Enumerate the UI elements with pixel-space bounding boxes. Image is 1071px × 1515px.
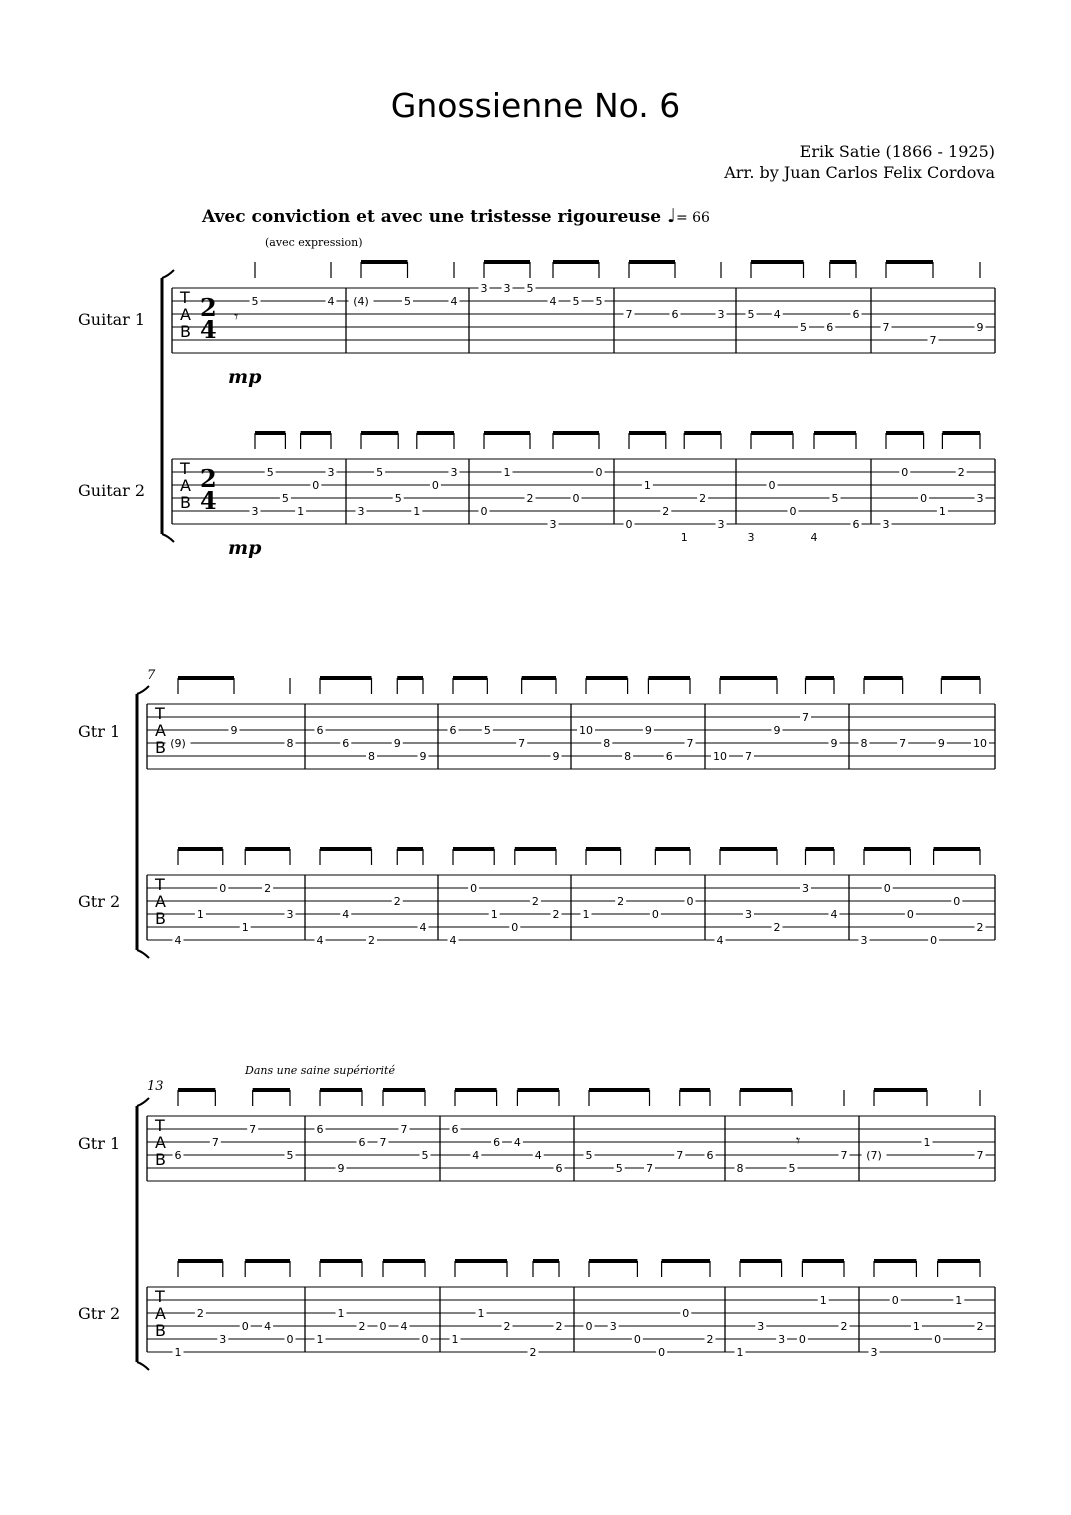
fret-number: 5 (266, 466, 274, 479)
fret-number: 3 (717, 518, 725, 531)
fret-number: 4 (327, 295, 335, 308)
fret-number: 3 (251, 505, 259, 518)
fret-number: 7 (400, 1123, 408, 1136)
fret-number: 4 (716, 934, 724, 947)
note-beam (830, 260, 856, 264)
fret-number: 9 (937, 737, 945, 750)
system-bracket-bottom (137, 950, 149, 958)
fret-number: 0 (312, 479, 320, 492)
tab-clef-a: A (155, 1304, 166, 1323)
fret-number: 3 (357, 505, 365, 518)
note-beam (320, 1088, 362, 1092)
note-beam (245, 847, 290, 851)
fret-number: 7 (802, 711, 809, 724)
note-beam (886, 260, 933, 264)
fret-number: 1 (241, 921, 249, 934)
time-signature-denominator: 4 (200, 486, 217, 515)
fret-number: 9 (393, 737, 401, 750)
fret-number: 2 (264, 882, 272, 895)
fret-number: 7 (211, 1136, 219, 1149)
fret-number: 5 (526, 282, 534, 295)
fret-number: 7 (882, 321, 890, 334)
fret-number: 3 (882, 518, 890, 531)
note-beam (397, 847, 423, 851)
fret-number: 0 (906, 908, 914, 921)
tab-clef-b: B (155, 1321, 166, 1340)
fret-number: 7 (899, 737, 907, 750)
note-beam (417, 431, 454, 435)
note-beam (802, 1259, 844, 1263)
fret-number: 3 (609, 1320, 617, 1333)
fret-number: 2 (706, 1333, 714, 1346)
note-beam (684, 431, 721, 435)
fret-number: 1 (297, 505, 305, 518)
fret-number: 1 (643, 479, 651, 492)
fret-number: 0 (789, 505, 797, 518)
fret-number: 7 (745, 750, 752, 763)
fret-number: 0 (768, 479, 776, 492)
note-beam (383, 1088, 425, 1092)
fret-number: 0 (901, 466, 909, 479)
note-beam (397, 676, 423, 680)
fret-number: 1 (451, 1333, 459, 1346)
fret-number: 8 (286, 737, 294, 750)
note-beam (938, 1259, 980, 1263)
fret-number: 6 (555, 1162, 563, 1175)
fret-number: 7 (518, 737, 526, 750)
fret-number: 5 (421, 1149, 429, 1162)
fret-number: 0 (219, 882, 227, 895)
tab-clef-a: A (155, 721, 166, 740)
fret-number: 6 (342, 737, 350, 750)
dynamic-mp-g1: mp (228, 366, 262, 388)
score-title: Gnossienne No. 6 (390, 86, 681, 125)
fret-number: 3 (747, 531, 755, 544)
label-guitar-2: Guitar 2 (78, 481, 146, 500)
fret-number: 0 (480, 505, 488, 518)
fret-number: 6 (852, 518, 860, 531)
fret-number: 5 (394, 492, 402, 505)
fret-number: 0 (625, 518, 633, 531)
fret-number: 0 (286, 1333, 294, 1346)
note-beam (934, 847, 980, 851)
note-beam (178, 1259, 223, 1263)
fret-number: 2 (773, 921, 781, 934)
note-beam (484, 260, 530, 264)
label-gtr-2-sys3: Gtr 2 (78, 1304, 121, 1323)
note-beam (453, 676, 487, 680)
fret-number: 1 (582, 908, 590, 921)
note-beam (383, 1259, 425, 1263)
fret-number: 9 (552, 750, 560, 763)
system-bracket-top (162, 270, 174, 278)
note-beam (522, 676, 556, 680)
tab-clef-t: T (155, 875, 165, 894)
note-beam (245, 1259, 290, 1263)
fret-number: 5 (800, 321, 807, 334)
fret-number: 0 (682, 1307, 690, 1320)
fret-number: 3 (802, 882, 809, 895)
note-beam (361, 260, 408, 264)
fret-number: 0 (431, 479, 439, 492)
expression-avec: (avec expression) (265, 236, 363, 249)
fret-number: 9 (644, 724, 652, 737)
fret-number: 1 (337, 1307, 345, 1320)
fret-number: 8 (603, 737, 611, 750)
note-beam (589, 1259, 637, 1263)
fret-number: 1 (736, 1346, 744, 1359)
fret-number: 7 (646, 1162, 653, 1175)
time-signature-denominator: 4 (200, 315, 217, 344)
fret-number: 3 (870, 1346, 878, 1359)
fret-number: 5 (585, 1149, 593, 1162)
note-beam (629, 260, 675, 264)
fret-number: 10 (579, 724, 593, 737)
fret-number: 3 (286, 908, 294, 921)
fret-number: 6 (671, 308, 679, 321)
note-beam (453, 847, 494, 851)
label-gtr-1-sys3: Gtr 1 (78, 1134, 121, 1153)
fret-number: 1 (174, 1346, 182, 1359)
fret-number: 6 (852, 308, 860, 321)
note-beam (720, 676, 777, 680)
expression-dans-une-saine: Dans une saine supériorité (245, 1064, 395, 1077)
note-beam (751, 431, 793, 435)
tab-clef-a: A (155, 1133, 166, 1152)
tab-clef-b: B (155, 1150, 166, 1169)
fret-number: 0 (658, 1346, 666, 1359)
fret-number: 2 (976, 1320, 984, 1333)
fret-number: 6 (316, 1123, 324, 1136)
fret-number: 2 (393, 895, 401, 908)
tab-clef-t: T (155, 1116, 165, 1135)
tab-clef-b: B (180, 322, 191, 341)
measure-number-7: 7 (147, 668, 156, 683)
note-beam (178, 1088, 215, 1092)
fret-number: 5 (483, 724, 491, 737)
fret-number: 2 (840, 1320, 848, 1333)
note-beam (301, 431, 331, 435)
note-beam (662, 1259, 710, 1263)
system-bracket-top (137, 1098, 149, 1106)
note-beam (814, 431, 856, 435)
note-beam (455, 1088, 497, 1092)
fret-number: 7 (379, 1136, 387, 1149)
tab-clef-b: B (155, 738, 166, 757)
fret-number: 1 (923, 1136, 931, 1149)
fret-number: 10 (713, 750, 727, 763)
fret-number: 0 (883, 882, 891, 895)
fret-number: (4) (353, 295, 369, 308)
fret-number: 8 (624, 750, 632, 763)
fret-number: 7 (686, 737, 694, 750)
fret-number: 4 (264, 1320, 272, 1333)
fret-number: 2 (358, 1320, 366, 1333)
fret-number: 1 (413, 505, 421, 518)
fret-number: 1 (680, 531, 688, 544)
fret-number: 0 (891, 1294, 899, 1307)
fret-number: 0 (934, 1333, 942, 1346)
note-beam (751, 260, 804, 264)
fret-number: 7 (840, 1149, 848, 1162)
fret-number: 6 (358, 1136, 366, 1149)
fret-number: 1 (938, 505, 946, 518)
fret-number: 0 (686, 895, 694, 908)
fret-number: 0 (798, 1333, 806, 1346)
tab-clef-t: T (180, 459, 190, 478)
fret-number: 5 (281, 492, 289, 505)
fret-number: 0 (511, 921, 519, 934)
fret-number: 0 (585, 1320, 593, 1333)
eighth-rest-icon: 𝄾 (796, 1131, 801, 1150)
fret-number: 9 (773, 724, 781, 737)
fret-number: 10 (973, 737, 987, 750)
fret-number: (9) (170, 737, 186, 750)
fret-number: 2 (662, 505, 670, 518)
fret-number: 2 (976, 921, 984, 934)
tab-clef-a: A (180, 305, 191, 324)
fret-number: 6 (449, 724, 457, 737)
fret-number: 3 (860, 934, 868, 947)
fret-number: 3 (778, 1333, 786, 1346)
fret-number: 0 (953, 895, 961, 908)
fret-number: 0 (595, 466, 603, 479)
tab-clef-b: B (155, 909, 166, 928)
label-guitar-1: Guitar 1 (78, 310, 146, 329)
system-bracket-bottom (162, 534, 174, 542)
fret-number: 0 (651, 908, 659, 921)
system-bracket-top (137, 686, 149, 694)
fret-number: 3 (503, 282, 511, 295)
note-beam (589, 1088, 650, 1092)
note-beam (255, 431, 285, 435)
fret-number: 0 (421, 1333, 429, 1346)
fret-number: 4 (449, 934, 457, 947)
note-beam (553, 431, 599, 435)
note-beam (361, 431, 398, 435)
fret-number: 4 (534, 1149, 542, 1162)
note-beam (517, 1088, 559, 1092)
fret-number: 3 (976, 492, 984, 505)
fret-number: 9 (830, 737, 838, 750)
note-beam (178, 847, 223, 851)
note-beam (484, 431, 530, 435)
fret-number: 0 (930, 934, 938, 947)
note-beam (515, 847, 556, 851)
fret-number: 3 (450, 466, 458, 479)
fret-number: 4 (450, 295, 458, 308)
fret-number: 0 (379, 1320, 387, 1333)
fret-number: 2 (196, 1307, 204, 1320)
note-beam (553, 260, 599, 264)
fret-number: 4 (342, 908, 350, 921)
fret-number: 4 (549, 295, 557, 308)
eighth-rest-icon: 𝄾 (234, 307, 239, 326)
fret-number: 2 (617, 895, 625, 908)
fret-number: 4 (472, 1149, 480, 1162)
note-beam (629, 431, 666, 435)
fret-number: 5 (615, 1162, 623, 1175)
fret-number: 9 (419, 750, 427, 763)
fret-number: 8 (860, 737, 868, 750)
fret-number: 6 (665, 750, 673, 763)
dynamic-mp-g2: mp (228, 537, 262, 559)
fret-number: 9 (337, 1162, 345, 1175)
fret-number: 2 (699, 492, 707, 505)
fret-number: 4 (810, 531, 818, 544)
system-bracket-bottom (137, 1362, 149, 1370)
fret-number: 1 (819, 1294, 827, 1307)
fret-number: 4 (513, 1136, 521, 1149)
note-beam (874, 1088, 927, 1092)
note-beam (864, 676, 903, 680)
fret-number: 7 (929, 334, 937, 347)
note-beam (720, 847, 777, 851)
fret-number: 6 (706, 1149, 714, 1162)
fret-number: 0 (241, 1320, 249, 1333)
fret-number: 6 (174, 1149, 182, 1162)
note-beam (655, 847, 690, 851)
arranger-name: Arr. by Juan Carlos Felix Cordova (724, 163, 995, 182)
fret-number: 3 (549, 518, 557, 531)
fret-number: 1 (196, 908, 204, 921)
tempo-text: Avec conviction et avec une tristesse rigoureuse (202, 207, 662, 227)
quarter-note-icon: ♩ (666, 205, 676, 227)
fret-number: 6 (451, 1123, 459, 1136)
fret-number: 1 (316, 1333, 324, 1346)
fret-number: 0 (633, 1333, 641, 1346)
note-beam (941, 676, 980, 680)
note-beam (320, 847, 372, 851)
fret-number: (7) (866, 1149, 882, 1162)
tab-clef-t: T (155, 704, 165, 723)
note-beam (806, 676, 835, 680)
fret-number: 4 (400, 1320, 408, 1333)
fret-number: 3 (757, 1320, 765, 1333)
fret-number: 5 (788, 1162, 796, 1175)
note-beam (586, 676, 628, 680)
note-beam (455, 1259, 507, 1263)
fret-number: 2 (957, 466, 965, 479)
note-beam (740, 1259, 782, 1263)
fret-number: 1 (503, 466, 511, 479)
fret-number: 1 (912, 1320, 920, 1333)
fret-number: 6 (316, 724, 324, 737)
fret-number: 2 (555, 1320, 563, 1333)
fret-number: 8 (736, 1162, 744, 1175)
fret-number: 2 (529, 1346, 537, 1359)
fret-number: 5 (404, 295, 411, 308)
tab-clef-a: A (180, 476, 191, 495)
tab-clef-a: A (155, 892, 166, 911)
note-beam (740, 1088, 792, 1092)
note-beam (533, 1259, 559, 1263)
fret-number: 1 (490, 908, 498, 921)
note-beam (648, 676, 690, 680)
fret-number: 0 (920, 492, 928, 505)
fret-number: 2 (531, 895, 539, 908)
tab-clef-b: B (180, 493, 191, 512)
fret-number: 1 (477, 1307, 485, 1320)
fret-number: 4 (419, 921, 427, 934)
fret-number: 7 (976, 1149, 984, 1162)
fret-number: 0 (572, 492, 580, 505)
fret-number: 6 (493, 1136, 501, 1149)
fret-number: 7 (676, 1149, 684, 1162)
fret-number: 3 (717, 308, 725, 321)
fret-number: 1 (955, 1294, 963, 1307)
time-signature-numerator: 2 (200, 293, 217, 322)
fret-number: 2 (526, 492, 534, 505)
fret-number: 5 (572, 295, 580, 308)
tempo-value: = 66 (675, 210, 710, 226)
tab-clef-t: T (155, 1287, 165, 1306)
fret-number: 4 (773, 308, 781, 321)
label-gtr-2-sys2: Gtr 2 (78, 892, 121, 911)
fret-number: 2 (368, 934, 375, 947)
fret-number: 0 (470, 882, 478, 895)
fret-number: 7 (249, 1123, 257, 1136)
note-beam (320, 1259, 362, 1263)
fret-number: 5 (376, 466, 384, 479)
fret-number: 3 (219, 1333, 227, 1346)
fret-number: 2 (503, 1320, 511, 1333)
note-beam (178, 676, 234, 680)
fret-number: 9 (976, 321, 984, 334)
note-beam (586, 847, 621, 851)
fret-number: 5 (286, 1149, 294, 1162)
fret-number: 5 (831, 492, 839, 505)
fret-number: 9 (230, 724, 238, 737)
fret-number: 6 (826, 321, 834, 334)
fret-number: 7 (625, 308, 633, 321)
measure-number-13: 13 (147, 1079, 164, 1094)
note-beam (886, 431, 924, 435)
fret-number: 5 (595, 295, 603, 308)
composer-name: Erik Satie (1866 - 1925) (799, 142, 995, 161)
fret-number: 3 (327, 466, 335, 479)
label-gtr-1-sys2: Gtr 1 (78, 722, 121, 741)
note-beam (680, 1088, 710, 1092)
note-beam (864, 847, 910, 851)
fret-number: 3 (480, 282, 488, 295)
fret-number: 4 (174, 934, 182, 947)
fret-number: 4 (316, 934, 324, 947)
fret-number: 5 (747, 308, 755, 321)
fret-number: 4 (830, 908, 838, 921)
note-beam (806, 847, 835, 851)
fret-number: 8 (368, 750, 375, 763)
note-beam (874, 1259, 916, 1263)
note-beam (253, 1088, 290, 1092)
note-beam (942, 431, 980, 435)
fret-number: 5 (251, 295, 259, 308)
fret-number: 3 (745, 908, 752, 921)
time-signature-numerator: 2 (200, 464, 217, 493)
tab-clef-t: T (180, 288, 190, 307)
note-beam (320, 676, 372, 680)
fret-number: 2 (552, 908, 560, 921)
